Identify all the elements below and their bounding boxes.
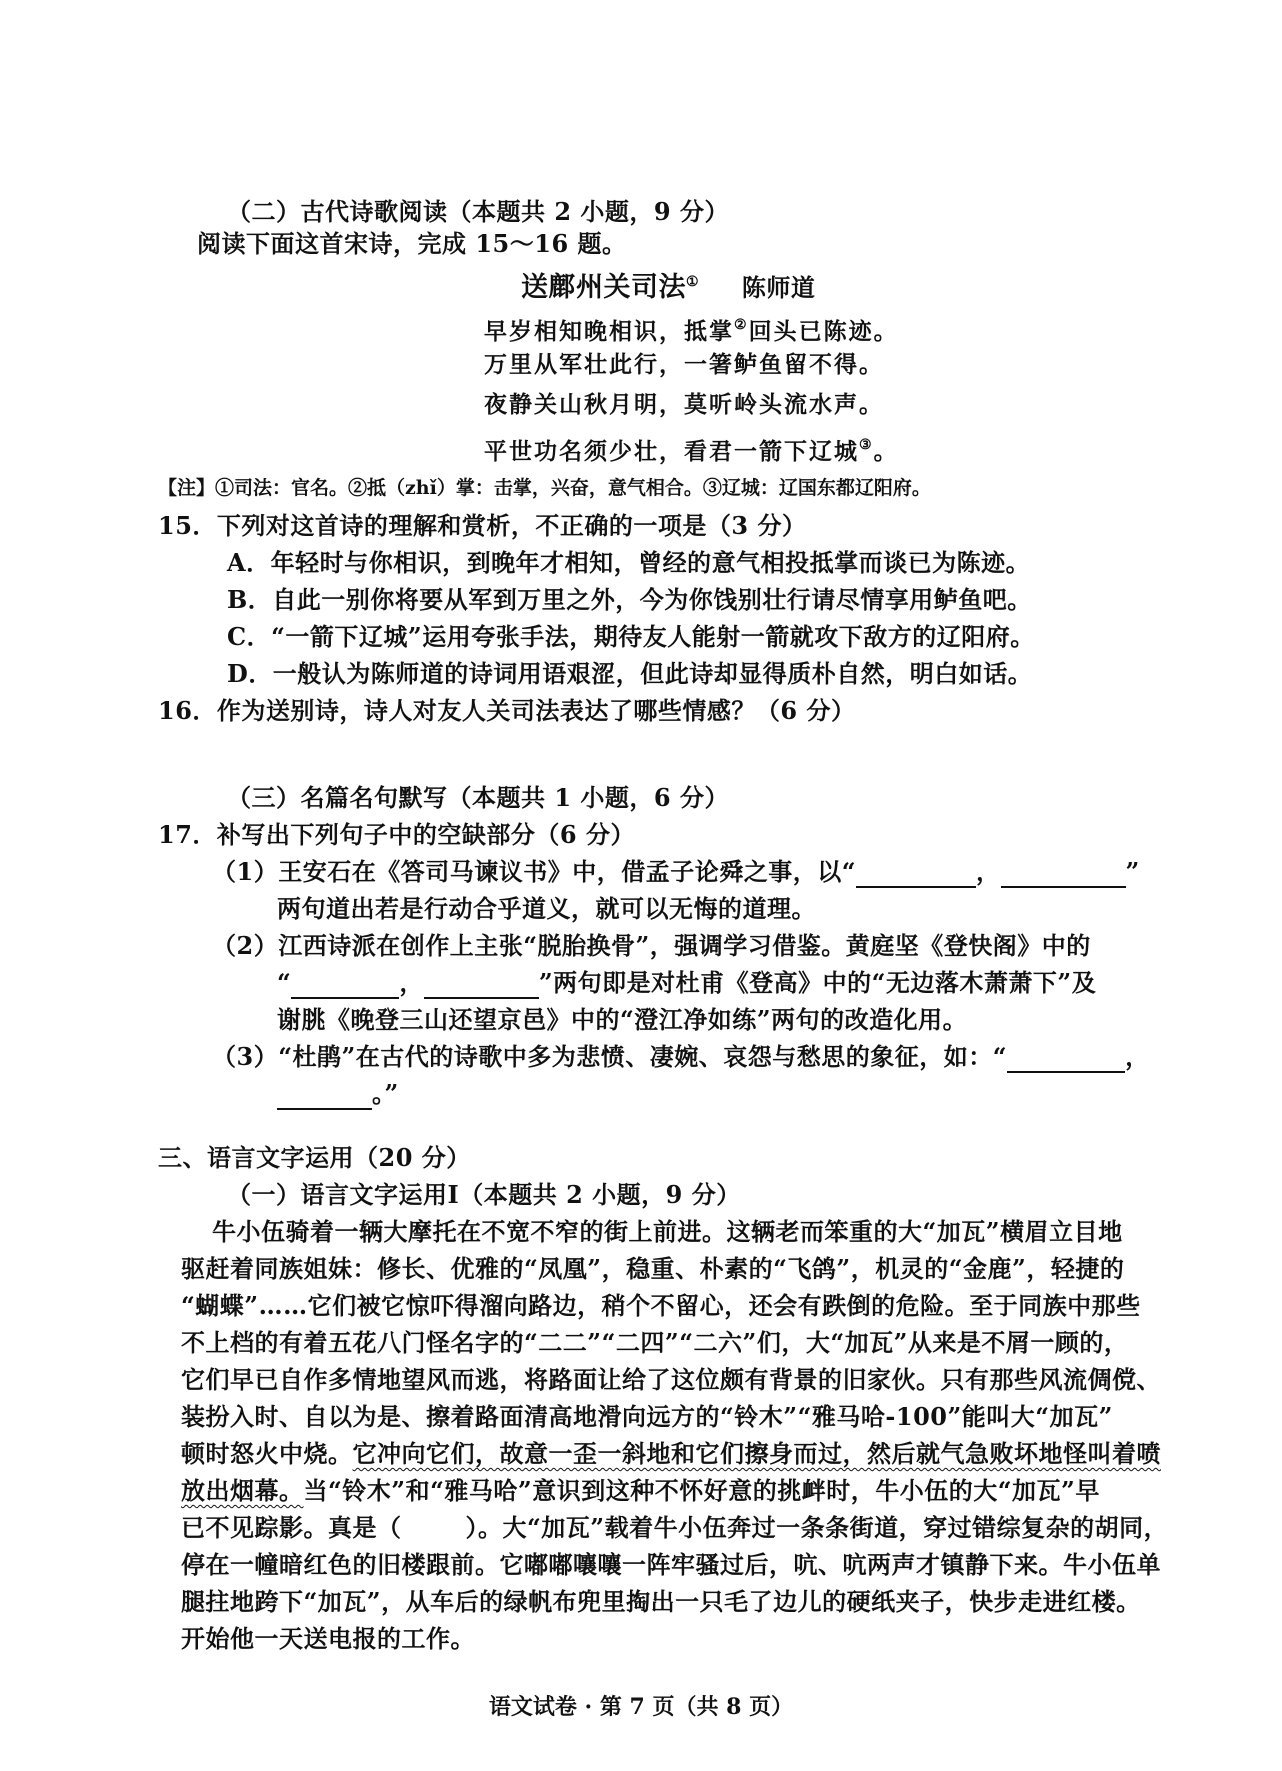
question-17-item-1 bbox=[212, 856, 1140, 888]
question-17-item-1-text: （1）王安石在《答司马谏议书》中，借孟子论舜之事，以“ bbox=[212, 857, 857, 886]
question-17-item-2: （2）江西诗派在创作上主张“脱胎换骨”，强调学习借鉴。黄庭坚《登快阁》中的 bbox=[212, 931, 1091, 960]
passage-line-5: 它们早已自作多情地望风而逃，将路面让给了这位颇有背景的旧家伙。只有那些风流倜傥、 bbox=[181, 1365, 1161, 1394]
question-15-option-c: C．“一箭下辽城”运用夸张手法，期待友人能射一箭就攻下敌方的辽阳府。 bbox=[227, 622, 1035, 651]
question-15-option-d: D．一般认为陈师道的诗词用语艰涩，但此诗却显得质朴自然，明白如话。 bbox=[227, 659, 1033, 688]
section-heading-ancient-poetry: （二）古代诗歌阅读（本题共 2 小题，9 分） bbox=[227, 197, 729, 226]
answer-blank[interactable] bbox=[424, 975, 539, 999]
punctuation: ， bbox=[1125, 1042, 1150, 1071]
page-footer: 语文试卷 · 第 7 页（共 8 页） bbox=[488, 1694, 794, 1720]
punctuation: 。” bbox=[372, 1079, 399, 1108]
question-17-item-2-continued bbox=[277, 967, 1096, 999]
question-16-stem: 16．作为送别诗，诗人对友人关司法表达了哪些情感？（6 分） bbox=[158, 696, 856, 725]
question-17-item-2-text: ”两句即是对杜甫《登高》中的“无边落木萧萧下”及 bbox=[538, 968, 1097, 997]
poem-line-1-part-b: 回头已陈迹。 bbox=[748, 318, 899, 345]
question-17-stem: 17．补写出下列句子中的空缺部分（6 分） bbox=[158, 820, 635, 849]
poem-title-footnote-mark: ① bbox=[686, 274, 700, 290]
passage-text: 顿时怒火中烧。 bbox=[181, 1439, 353, 1468]
poem-line-2: 万里从军壮此行，一箸鲈鱼留不得。 bbox=[484, 351, 884, 378]
answer-blank[interactable] bbox=[856, 864, 976, 888]
passage-line-8 bbox=[181, 1475, 1100, 1507]
question-17-item-2-end: 谢朓《晚登三山还望京邑》中的“澄江净如练”两句的改造化用。 bbox=[277, 1005, 968, 1034]
answer-blank[interactable] bbox=[1007, 1049, 1125, 1073]
poem-title: 送鄜州关司法 bbox=[521, 272, 686, 303]
question-15-option-a: A．年轻时与你相识，到晚年才相知，曾经的意气相投抵掌而谈已为陈迹。 bbox=[227, 548, 1031, 577]
poem-line-4-part-a: 平世功名须少壮，看君一箭下辽城 bbox=[484, 438, 859, 465]
poem-line-4 bbox=[484, 429, 899, 468]
passage-text: ）。大“加瓦”载着牛小伍奔过一条条街道，穿过错综复杂的胡同， bbox=[465, 1513, 1169, 1542]
poem-instruction: 阅读下面这首宋诗，完成 15～16 题。 bbox=[197, 229, 627, 258]
passage-line-3: “蝴蝶”……它们被它惊吓得溜向路边，稍个不留心，还会有跌倒的危险。至于同族中那些 bbox=[181, 1291, 1141, 1320]
poem-line-4-part-b: 。 bbox=[873, 438, 899, 465]
section-heading-dictation: （三）名篇名句默写（本题共 1 小题，6 分） bbox=[227, 783, 729, 812]
answer-blank[interactable] bbox=[1001, 864, 1126, 888]
answer-blank[interactable] bbox=[277, 1086, 372, 1110]
passage-line-2: 驱赶着同族姐妹：修长、优雅的“凤凰”，稳重、朴素的“飞鸽”，机灵的“金鹿”，轻捷的 bbox=[181, 1254, 1125, 1283]
answer-blank[interactable] bbox=[291, 975, 399, 999]
passage-line-1: 牛小伍骑着一辆大摩托在不宽不窄的街上前进。这辆老而笨重的大“加瓦”横眉立目地 bbox=[212, 1217, 1123, 1246]
poem-line-1-part-a: 早岁相知晚相识，抵掌 bbox=[484, 318, 734, 345]
poem-line-3: 夜静关山秋月明，莫听岭头流水声。 bbox=[484, 391, 884, 418]
passage-line-11: 腿拄地跨下“加瓦”，从车后的绿帆布兜里掏出一只毛了边儿的硬纸夹子，快步走进红楼。 bbox=[181, 1587, 1141, 1616]
passage-line-4: 不上档的有着五花八门怪名字的“二二”“二四”“二六”们，大“加瓦”从来是不屑一顾的， bbox=[181, 1328, 1129, 1357]
punctuation: ， bbox=[976, 857, 1001, 886]
poem-author: 陈师道 bbox=[741, 273, 816, 302]
passage-line-7 bbox=[181, 1438, 1161, 1470]
part-heading-language-use: 三、语言文字运用（20 分） bbox=[158, 1143, 471, 1172]
passage-line-9 bbox=[181, 1512, 1168, 1544]
punctuation: ” bbox=[1125, 857, 1140, 886]
passage-line-12: 开始他一天送电报的工作。 bbox=[181, 1624, 475, 1653]
question-17-item-1-continued: 两句道出若是行动合乎道义，就可以无悔的道理。 bbox=[277, 894, 816, 923]
passage-text: 当“铃木”和“雅马哈”意识到这种不怀好意的挑衅时，牛小伍的大“加瓦”早 bbox=[303, 1476, 1100, 1505]
poem-title-block bbox=[521, 266, 815, 304]
question-17-item-3-continued bbox=[277, 1078, 399, 1110]
punctuation: ， bbox=[399, 968, 424, 997]
passage-text: 已不见踪影。真是（ bbox=[181, 1513, 402, 1542]
punctuation: “ bbox=[277, 968, 292, 997]
poem-footnote: 【注】①司法：官名。②抵（zhǐ）掌：击掌，兴奋，意气相合。③辽城：辽国东都辽阳府。 bbox=[158, 477, 931, 499]
passage-line-6: 装扮入时、自以为是、擦着路面清高地滑向远方的“铃木”“雅马哈-100”能叫大“加瓦” bbox=[181, 1402, 1113, 1431]
passage-line-10: 停在一幢暗红色的旧楼跟前。它嘟嘟嚷嚷一阵牢骚过后，吭、吭两声才镇静下来。牛小伍单 bbox=[181, 1550, 1161, 1579]
poem-line-1 bbox=[484, 309, 899, 348]
wavy-underlined-sentence: 它冲向它们，故意一歪一斜地和它们擦身而过，然后就气急败坏地怪叫着喷 bbox=[352, 1439, 1161, 1468]
section-heading-language-use-1: （一）语言文字运用Ⅰ（本题共 2 小题，9 分） bbox=[227, 1180, 741, 1209]
poem-line-4-footnote-mark: ③ bbox=[859, 437, 874, 453]
wavy-underlined-sentence: 放出烟幕。 bbox=[181, 1476, 304, 1505]
question-17-item-3-text: （3）“杜鹃”在古代的诗歌中多为悲愤、凄婉、哀怨与愁思的象征，如：“ bbox=[212, 1042, 1008, 1071]
question-15-stem: 15．下列对这首诗的理解和赏析，不正确的一项是（3 分） bbox=[158, 511, 807, 540]
question-17-item-3 bbox=[212, 1041, 1150, 1073]
question-15-option-b: B．自此一别你将要从军到万里之外，今为你饯别壮行请尽情享用鲈鱼吧。 bbox=[227, 585, 1032, 614]
poem-line-1-footnote-mark: ② bbox=[734, 317, 749, 333]
